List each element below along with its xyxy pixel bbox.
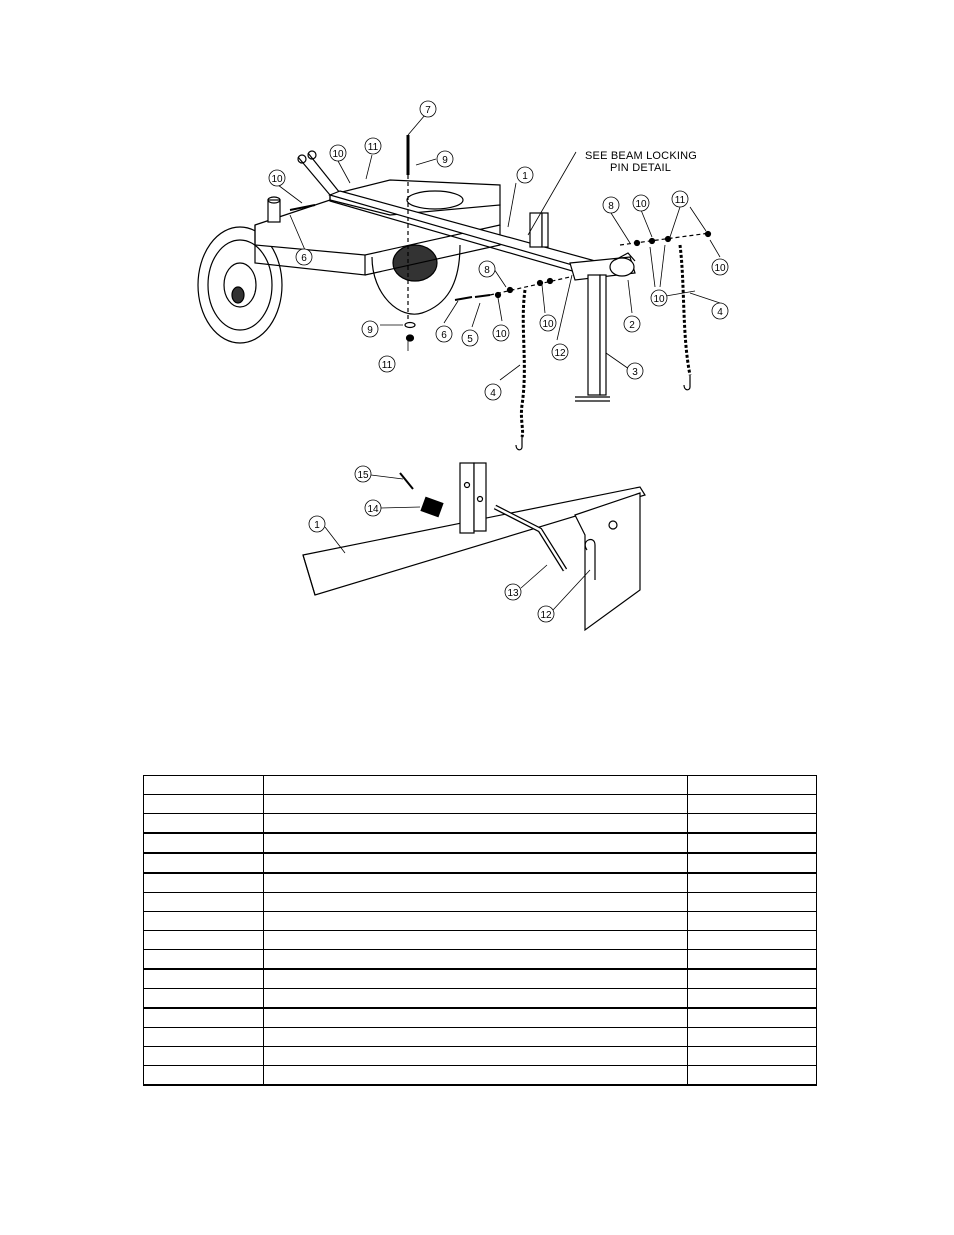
table-cell <box>144 833 264 853</box>
table-row <box>144 1028 817 1047</box>
table-cell <box>264 795 688 814</box>
table-cell <box>144 969 264 989</box>
detail-callout-1: 1 <box>314 520 320 531</box>
table-row <box>144 912 817 931</box>
callout-8: 8 <box>484 265 490 276</box>
table-cell <box>144 893 264 912</box>
header-cell-ref <box>144 776 264 795</box>
table-cell <box>688 912 817 931</box>
table-cell <box>264 1028 688 1047</box>
table-cell <box>264 833 688 853</box>
table-cell <box>688 950 817 970</box>
callout-10: 10 <box>635 199 647 210</box>
table-cell <box>264 1047 688 1066</box>
table-row <box>144 833 817 853</box>
callout-10: 10 <box>271 174 283 185</box>
table-cell <box>264 912 688 931</box>
table-cell <box>264 931 688 950</box>
callout-9: 9 <box>367 325 373 336</box>
table-cell <box>688 989 817 1009</box>
detail-callout-12: 12 <box>540 610 552 621</box>
beam-locking-pin-detail <box>295 455 660 635</box>
callout-4: 4 <box>717 307 723 318</box>
detail-clip <box>400 473 413 489</box>
detail-callout-15: 15 <box>357 470 369 481</box>
table-cell <box>688 814 817 834</box>
table-row <box>144 1008 817 1028</box>
callout-11: 11 <box>381 360 393 371</box>
parts-table <box>143 775 817 1086</box>
callout-10: 10 <box>332 149 344 160</box>
note-line-2: PIN DETAIL <box>610 162 672 174</box>
locking-bracket <box>530 213 548 247</box>
table-cell <box>264 873 688 893</box>
detail-bracket <box>460 463 486 533</box>
callout-4: 4 <box>490 388 496 399</box>
table-row <box>144 893 817 912</box>
table-cell <box>264 989 688 1009</box>
table-cell <box>264 893 688 912</box>
callout-9: 9 <box>442 155 448 166</box>
table-row <box>144 814 817 834</box>
table-cell <box>688 833 817 853</box>
table-row <box>144 969 817 989</box>
table-cell <box>264 1008 688 1028</box>
detail-callout-14: 14 <box>367 504 379 515</box>
table-row <box>144 1047 817 1066</box>
table-cell <box>144 989 264 1009</box>
table-cell <box>264 950 688 970</box>
table-cell <box>264 853 688 873</box>
callout-10: 10 <box>542 319 554 330</box>
callout-3: 3 <box>632 367 638 378</box>
table-cell <box>688 1008 817 1028</box>
callout-10: 10 <box>714 263 726 274</box>
callout-1: 1 <box>522 171 528 182</box>
table-cell <box>264 1066 688 1086</box>
callout-10: 10 <box>495 329 507 340</box>
table-row <box>144 1066 817 1086</box>
detail-callout-13: 13 <box>507 588 519 599</box>
table-row <box>144 873 817 893</box>
right-safety-chain <box>680 245 690 390</box>
callout-6: 6 <box>301 253 307 264</box>
table-cell <box>264 814 688 834</box>
table-cell <box>144 1028 264 1047</box>
table-cell <box>144 931 264 950</box>
header-cell-description <box>264 776 688 795</box>
callout-11: 11 <box>674 195 686 206</box>
callout-10: 10 <box>653 294 665 305</box>
beam-note <box>585 150 697 174</box>
table-row <box>144 989 817 1009</box>
jack-stand <box>575 275 610 401</box>
note-line-1: SEE BEAM LOCKING <box>585 150 698 162</box>
callout-6: 6 <box>441 330 447 341</box>
table-cell <box>144 912 264 931</box>
table-cell <box>688 1028 817 1047</box>
table-row <box>144 853 817 873</box>
callout-12: 12 <box>554 348 566 359</box>
table-cell <box>688 1066 817 1086</box>
callout-8: 8 <box>608 201 614 212</box>
left-safety-chain <box>516 290 525 450</box>
callout-2: 2 <box>629 320 635 331</box>
detail-hitch-plate <box>575 493 640 630</box>
exploded-assembly-diagram <box>190 95 770 455</box>
right-wheel <box>372 245 460 314</box>
table-row <box>144 950 817 970</box>
table-cell <box>144 1008 264 1028</box>
table-cell <box>688 873 817 893</box>
table-cell <box>144 795 264 814</box>
header-cell-qty <box>688 776 817 795</box>
table-cell <box>688 969 817 989</box>
table-cell <box>688 893 817 912</box>
table-row <box>144 931 817 950</box>
table-cell <box>144 853 264 873</box>
table-row <box>144 795 817 814</box>
table-cell <box>688 853 817 873</box>
table-cell <box>688 931 817 950</box>
callout-7: 7 <box>425 105 431 116</box>
table-cell <box>144 1066 264 1086</box>
callout-11: 11 <box>367 142 379 153</box>
table-cell <box>688 1047 817 1066</box>
callout-5: 5 <box>467 334 473 345</box>
table-cell <box>688 795 817 814</box>
table-cell <box>144 814 264 834</box>
table-cell <box>144 950 264 970</box>
table-cell <box>264 969 688 989</box>
table-header-row <box>144 776 817 795</box>
detail-spring <box>421 497 443 516</box>
table-cell <box>144 1047 264 1066</box>
table-cell <box>144 873 264 893</box>
